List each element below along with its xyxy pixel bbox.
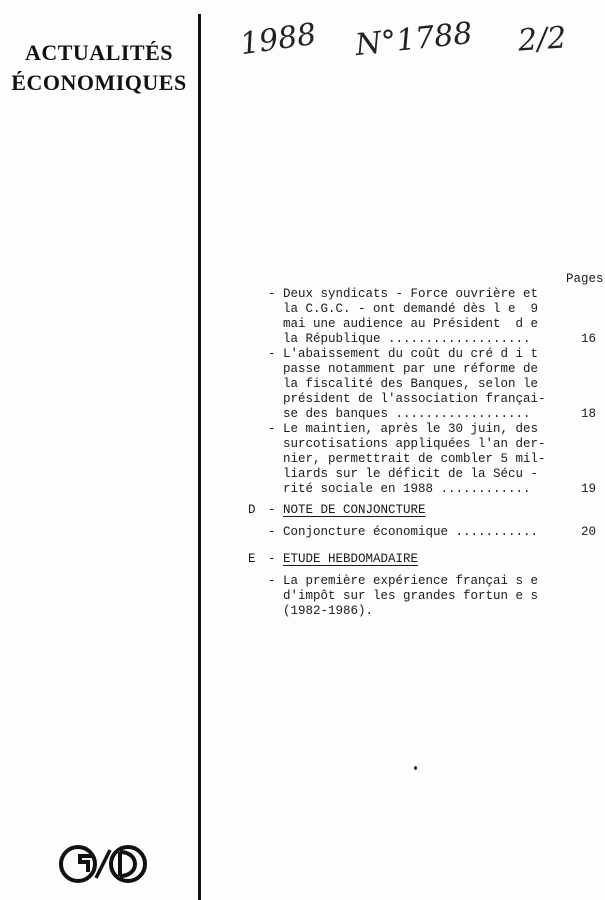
section-e-title: ETUDE HEBDOMADAIRE (283, 552, 419, 566)
entry-2-line-2: passe notamment par une réforme de (283, 362, 539, 376)
pages-column-header: Pages (566, 272, 604, 286)
entry-3-dash: - (268, 422, 276, 436)
section-e-item-line-1: La première expérience françai s e (283, 574, 539, 588)
entry-2-line-3: la fiscalité des Banques, selon le (283, 377, 539, 391)
vertical-divider (198, 14, 201, 900)
section-d-letter: D (248, 503, 256, 517)
section-e-item-line-3: (1982-1986). (283, 604, 374, 618)
entry-1-line-3: mai une audience au Président d e (283, 317, 539, 331)
section-d-item-line-1: Conjoncture économique ........... (283, 525, 539, 539)
entry-1-dash: - (268, 287, 276, 301)
masthead-line-1: ACTUALITÉS (24, 40, 174, 65)
entry-2-line-4: président de l'association françai- (283, 392, 546, 406)
section-e-item-dash: - (268, 574, 276, 588)
entry-1-line-1: Deux syndicats - Force ouvrière et (283, 287, 539, 301)
entry-1-page: 16 (580, 332, 596, 346)
entry-3-line-4: liards sur le déficit de la Sécu - (283, 467, 539, 481)
section-e-letter: E (248, 552, 256, 566)
handwritten-page-marker: 2/2 (516, 20, 568, 59)
entry-3-line-3: nier, permettrait de combler 5 mil- (283, 452, 546, 466)
section-d-item-page: 20 (580, 525, 596, 539)
entry-3-line-2: surcotisations appliquées l'an der- (283, 437, 546, 451)
gd-monogram-logo-icon (58, 844, 150, 884)
entry-3-line-1: Le maintien, après le 30 juin, des (283, 422, 539, 436)
entry-2-dash: - (268, 347, 276, 361)
section-d-item-dash: - (268, 525, 276, 539)
handwritten-issue-number: N°1788 (353, 15, 475, 64)
masthead-line-2: ÉCONOMIQUES (11, 70, 187, 95)
entry-3-page: 19 (580, 482, 596, 496)
handwritten-year: 1988 (237, 16, 319, 63)
section-e-dash: - (268, 552, 276, 566)
section-d-dash: - (268, 503, 276, 517)
entry-2-line-5: se des banques .................. (283, 407, 531, 421)
ink-speck (414, 766, 417, 770)
entry-3-line-5: rité sociale en 1988 ............ (283, 482, 531, 496)
publication-masthead (6, 38, 192, 98)
section-e-item-line-2: d'impôt sur les grandes fortun e s (283, 589, 539, 603)
entry-1-line-4: la République ................... (283, 332, 531, 346)
entry-2-page: 18 (580, 407, 596, 421)
entry-1-line-2: la C.G.C. - ont demandé dès l e 9 (283, 302, 539, 316)
entry-2-line-1: L'abaissement du coût du cré d i t (283, 347, 539, 361)
section-d-title: NOTE DE CONJONCTURE (283, 503, 426, 517)
